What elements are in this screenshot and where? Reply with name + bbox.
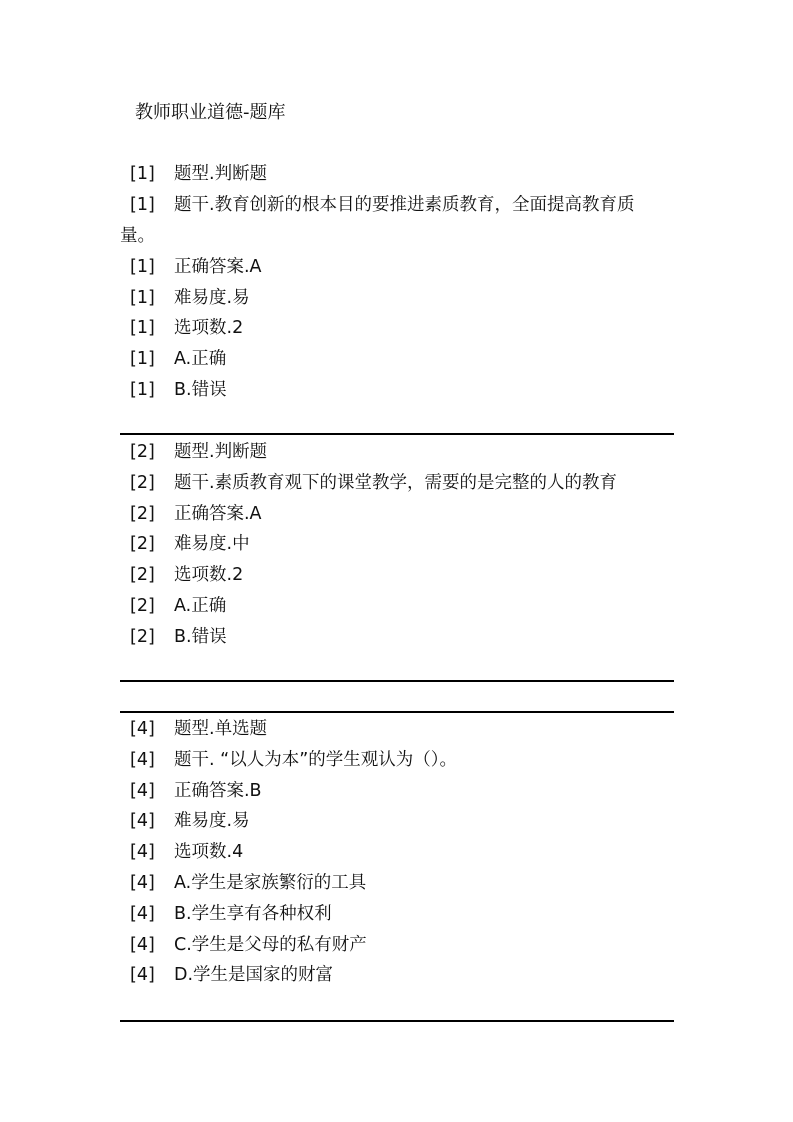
question-line [120,313,660,344]
question-line [120,344,660,375]
question-number: [2] [130,472,155,493]
question-number: [2] [130,565,155,586]
question-line [120,283,660,314]
question-field-text: 题型.判断题 [174,442,268,462]
question-number: [4] [130,780,155,801]
divider [120,1020,674,1022]
question-number: [1] [130,164,155,184]
divider [120,433,674,435]
question-field-text: 正确答案.A [174,503,262,524]
question-number: [1] [130,380,155,400]
question-number: [4] [130,719,155,739]
question-number: [1] [130,349,155,370]
question-line [120,960,660,991]
question-number: [4] [130,842,155,863]
question-field-text: B.错误 [174,380,227,400]
question-line [120,776,660,807]
question-number: [2] [130,596,155,616]
document-title: 教师职业道德-题库 [135,102,286,123]
question-line [120,868,660,899]
question-number: [2] [130,442,155,462]
question-line [120,499,660,530]
question-field-text: 题干.教育创新的根本目的要推进素质教育，全面提高教育质量。 [120,194,635,246]
question-field-text: 正确答案.A [174,256,262,277]
question-line [120,190,660,252]
question-line [120,437,660,468]
question-field-text: A.正确 [174,349,227,370]
question-line [120,560,660,591]
question-field-text: D.学生是国家的财富 [174,965,334,986]
question-number: [4] [130,749,155,770]
question-line [120,930,660,961]
question-line [120,745,660,776]
question-line [120,529,660,560]
question-line [120,806,660,837]
question-line [120,591,660,622]
question-number: [4] [130,965,155,986]
question-field-text: 难易度.易 [174,811,250,832]
question-field-text: 选项数.4 [174,842,244,863]
question-line [120,714,660,745]
question-line [120,899,660,930]
question-field-text: 题型.判断题 [174,164,268,184]
question-number: [1] [130,256,155,277]
question-field-text: B.学生享有各种权利 [174,903,332,924]
question-field-text: A.学生是家族繁衍的工具 [174,873,367,893]
question-field-text: 难易度.易 [174,287,250,308]
question-number: [4] [130,903,155,924]
question-line [120,159,660,190]
question-line [120,468,660,499]
question-field-text: B.错误 [174,626,227,647]
question-number: [1] [130,318,155,339]
question-field-text: 题干.素质教育观下的课堂教学，需要的是完整的人的教育 [174,472,618,493]
question-number: [2] [130,534,155,555]
divider [120,680,674,682]
question-line [120,375,660,406]
question-field-text: 题型.单选题 [174,719,268,739]
question-field-text: 选项数.2 [174,318,244,339]
question-number: [4] [130,934,155,955]
question-number: [2] [130,503,155,524]
question-number: [2] [130,626,155,647]
question-field-text: 正确答案.B [174,780,262,801]
question-number: [4] [130,811,155,832]
question-number: [1] [130,194,155,215]
divider [120,711,674,713]
question-field-text: 难易度.中 [174,534,250,555]
question-line [120,622,660,653]
question-line [120,837,660,868]
question-line [120,252,660,283]
question-field-text: A.正确 [174,596,227,616]
question-field-text: 题干. “以人为本”的学生观认为（）。 [174,749,458,770]
question-field-text: C.学生是父母的私有财产 [174,934,367,955]
question-number: [4] [130,873,155,893]
question-number: [1] [130,287,155,308]
question-field-text: 选项数.2 [174,565,244,586]
